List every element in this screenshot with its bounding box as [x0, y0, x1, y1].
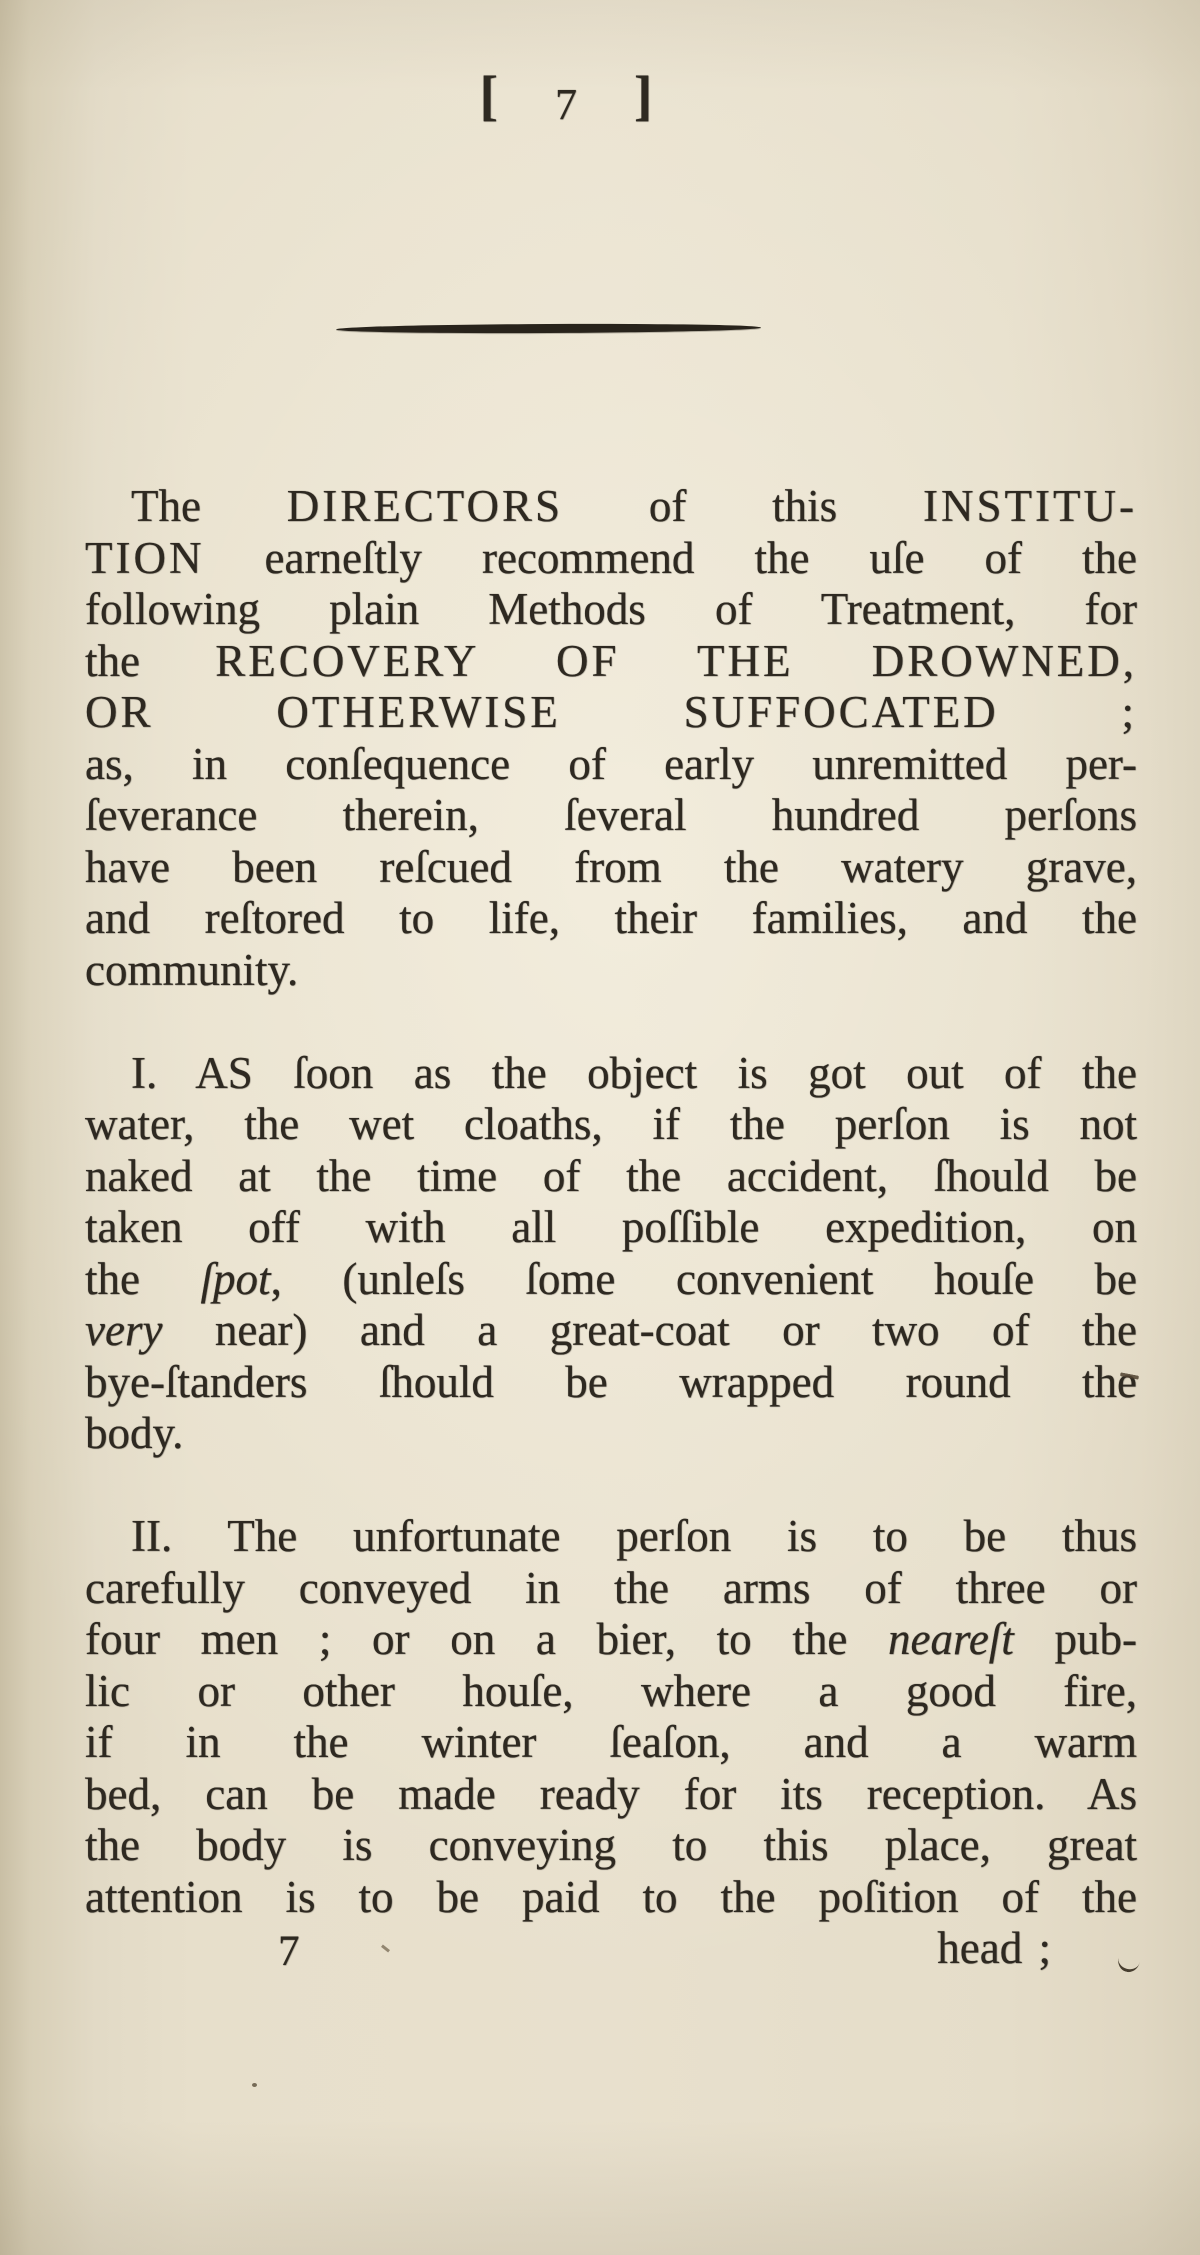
section-rule — [336, 323, 761, 334]
italic-text: neareſt — [888, 1614, 1014, 1664]
text-segment: OR OTHERWISE SUFFOCATED ; — [85, 687, 1137, 737]
text-segment: INSTITU- — [923, 481, 1137, 531]
text-segment: bye-ſtanders ſhould be wrapped round the — [85, 1356, 1137, 1407]
text-segment: taken off with all poſſible expedition, on — [85, 1202, 1137, 1252]
text-segment: of this — [563, 481, 924, 531]
text-segment: I. AS ſoon as the object is got out of the — [131, 1047, 1137, 1098]
text-line — [85, 1357, 1137, 1409]
text-segment: the body is conveying to this place, great — [85, 1820, 1137, 1870]
text-segment: DIRECTORS — [286, 481, 564, 531]
text-segment: community. — [85, 944, 299, 995]
text-segment: ſeverance therein, ſeveral hundred perſons — [85, 790, 1137, 840]
text-line — [85, 893, 1137, 945]
text-line — [85, 636, 1137, 688]
text-segment: naked at the time of the accident, ſhould be — [85, 1150, 1137, 1201]
text-line — [85, 945, 1137, 997]
text-line — [85, 842, 1137, 894]
text-segment: TION — [85, 532, 205, 583]
text-line — [85, 1202, 1137, 1254]
text-segment: II. The unfortunate perſon is to be thus — [131, 1511, 1137, 1561]
text-block — [85, 481, 1137, 1975]
page-number: 7 — [555, 80, 577, 129]
text-line — [85, 687, 1137, 739]
ink-mark-dot — [252, 2083, 257, 2087]
italic-text: ſpot — [200, 1253, 271, 1304]
text-segment: , (unleſs ſome convenient houſe be — [270, 1253, 1137, 1304]
text-segment: the — [85, 1253, 201, 1304]
text-line — [85, 1769, 1137, 1821]
text-segment: following plain Methods of Treatment, for — [85, 584, 1137, 634]
left-bracket: [ — [479, 65, 498, 126]
text-line — [85, 739, 1137, 791]
text-segment: four men ; or on a bier, to the — [85, 1614, 889, 1664]
text-segment: if in the winter ſeaſon, and a warm — [85, 1717, 1137, 1767]
footer-line — [85, 1923, 1137, 1975]
paragraph-1 — [85, 481, 1137, 996]
text-line — [85, 1099, 1137, 1151]
text-line — [85, 584, 1137, 636]
text-segment: the — [85, 635, 216, 686]
signature-number: 7 — [278, 1928, 300, 1975]
text-line — [85, 1305, 1137, 1357]
text-segment: earneſtly recommend the uſe of the — [204, 532, 1137, 583]
text-segment: as, in conſequence of early unremitted per- — [85, 738, 1137, 789]
text-line — [85, 1666, 1137, 1718]
text-line — [85, 1820, 1137, 1872]
text-line — [85, 481, 1137, 533]
text-segment: RECOVERY OF THE DROWNED, — [215, 635, 1137, 686]
text-line — [85, 1408, 1137, 1460]
text-line — [85, 1048, 1137, 1100]
text-segment: bed, can be made ready for its reception. As — [85, 1768, 1137, 1819]
text-segment: have been reſcued from the watery grave, — [85, 841, 1137, 892]
paragraph-2 — [85, 1048, 1137, 1460]
text-segment: lic or other houſe, where a good fire, — [85, 1665, 1137, 1716]
catchword: head ; — [937, 1923, 1051, 1973]
text-segment: and reſtored to life, their families, and the — [85, 893, 1137, 943]
text-line — [85, 1511, 1137, 1563]
text-line — [85, 1563, 1137, 1615]
text-segment: body. — [85, 1408, 184, 1458]
text-line — [85, 1254, 1137, 1306]
text-segment: carefully conveyed in the arms of three or — [85, 1562, 1137, 1613]
text-segment: The — [131, 481, 287, 531]
text-line — [85, 1717, 1137, 1769]
text-line — [85, 1614, 1137, 1666]
text-line — [85, 1872, 1137, 1924]
text-segment: water, the wet cloaths, if the perſon is not — [85, 1099, 1137, 1149]
page-number-header — [0, 66, 1166, 130]
text-line — [85, 1151, 1137, 1203]
text-segment: attention is to be paid to the poſition of the — [85, 1871, 1137, 1922]
text-segment: pub- — [1013, 1614, 1137, 1664]
italic-text: very — [85, 1305, 163, 1355]
right-bracket: ] — [634, 65, 653, 126]
text-segment: near) and a great-coat or two of the — [162, 1305, 1137, 1355]
text-line — [85, 533, 1137, 585]
paragraph-3 — [85, 1511, 1137, 1923]
text-line — [85, 790, 1137, 842]
